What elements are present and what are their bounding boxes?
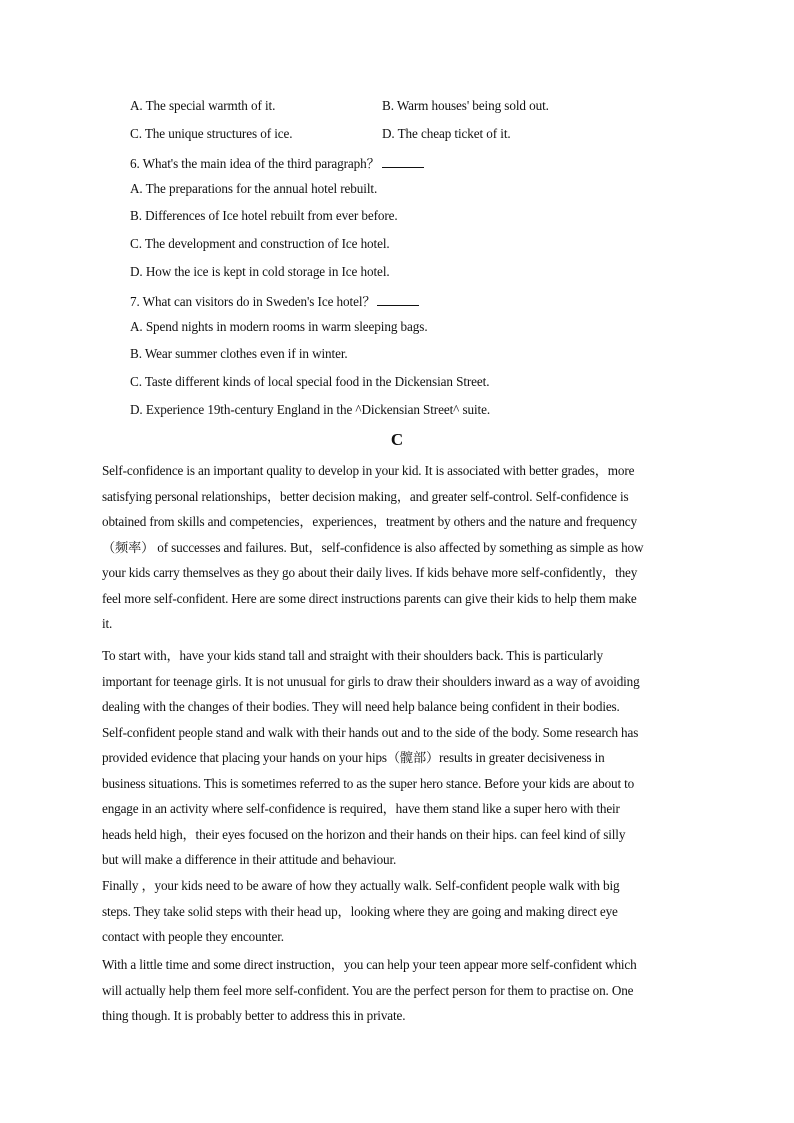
q5-option-a: A. The special warmth of it. (130, 98, 276, 113)
passage-line: satisfying personal relationships，better decision making，and greater self-control. Self-confidence is (102, 488, 629, 504)
passage-line: steps. They take solid steps with their head up，looking where they are going and making direct eye (102, 903, 618, 919)
passage-line: heads held high，their eyes focused on the horizon and their hands on their hips. can feel kind of silly (102, 826, 626, 842)
answer-blank (382, 155, 424, 168)
q7-option-a: A. Spend nights in modern rooms in warm sleeping bags. (130, 319, 428, 334)
passage-line: Self-confident people stand and walk with their hands out and to the side of the body. Some research has (102, 724, 639, 740)
q7-option-b: B. Wear summer clothes even if in winter. (130, 346, 348, 361)
passage-line: will actually help them feel more self-confident. You are the perfect person for them to practise on. One (102, 982, 634, 998)
q6-stem (130, 153, 424, 172)
passage-line: business situations. This is sometimes referred to as the super hero stance. Before your kids are about to (102, 775, 635, 791)
passage-line: engage in an activity where self-confidence is required，have them stand like a super hero with their (102, 801, 620, 816)
passage-paragraph-1 (102, 458, 698, 636)
passage-line: thing though. It is probably better to address this in private. (102, 1008, 406, 1023)
passage-line: it. (102, 616, 113, 631)
passage-line: obtained from skills and competencies，experiences，treatment by others and the nature and frequency (102, 514, 637, 529)
passage-paragraph-3 (102, 873, 698, 950)
q7-option-d: D. Experience 19th-century England in the ^Dickensian Street^ suite. (130, 402, 491, 417)
passage-line: provided evidence that placing your hands on your hips（髋部）results in greater decisiveness in (102, 750, 605, 765)
q7-stem (130, 291, 419, 310)
passage-line: Self-confidence is an important quality to develop in your kid. It is associated with better grades，more (102, 463, 635, 478)
passage-paragraph-2 (102, 643, 698, 873)
passage-line: feel more self-confident. Here are some direct instructions parents can give their kids to help them make (102, 590, 637, 606)
q5-option-b: B. Warm houses' being sold out. (382, 98, 549, 113)
q7-option-c: C. Taste different kinds of local special food in the Dickensian Street. (130, 374, 490, 389)
q6-option-b: B. Differences of Ice hotel rebuilt from ever before. (130, 208, 398, 223)
passage-line: contact with people they encounter. (102, 929, 284, 944)
passage-line: Finally ，your kids need to be aware of how they actually walk. Self-confident people walk with big (102, 878, 620, 893)
passage-line: （频率） of successes and failures. But，self-confidence is also affected by something as simple as how (102, 539, 644, 555)
q7-stem-text: 7. What can visitors do in Sweden's Ice hotel？ (130, 294, 376, 309)
q5-option-d: D. The cheap ticket of it. (382, 126, 511, 141)
q6-stem-text: 6. What's the main idea of the third paragraph？ (130, 156, 380, 171)
passage-line: With a little time and some direct instruction，you can help your teen appear more self-confident which (102, 957, 637, 972)
q6-option-c: C. The development and construction of Ice hotel. (130, 236, 390, 251)
q6-option-d: D. How the ice is kept in cold storage in Ice hotel. (130, 264, 390, 279)
passage-line: your kids carry themselves as they go about their daily lives. If kids behave more self-confidently，they (102, 565, 638, 580)
passage-paragraph-4 (102, 952, 698, 1029)
passage-line: To start with，have your kids stand tall and straight with their shoulders back. This is particularly (102, 648, 603, 663)
q5-option-c: C. The unique structures of ice. (130, 126, 293, 141)
section-title: C (390, 430, 404, 449)
passage-line: dealing with the changes of their bodies. They will need help balance being confident in their bodies. (102, 699, 620, 714)
answer-blank (377, 293, 419, 306)
q6-option-a: A. The preparations for the annual hotel rebuilt. (130, 181, 378, 196)
passage-line: important for teenage girls. It is not unusual for girls to draw their shoulders inward as a way of avoiding (102, 673, 640, 689)
passage-line: but will make a difference in their attitude and behaviour. (102, 852, 397, 867)
